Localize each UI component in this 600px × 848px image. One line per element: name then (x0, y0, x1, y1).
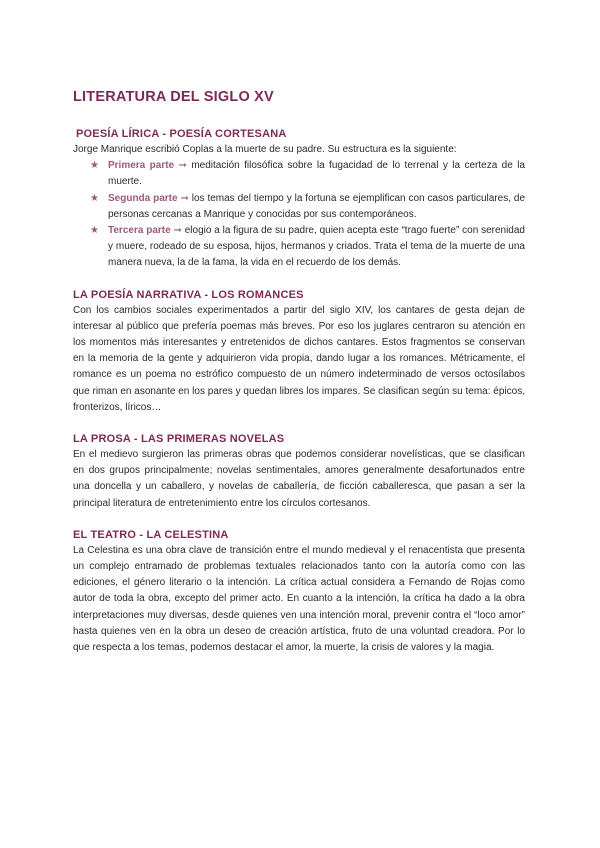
item-lead: Tercera parte (108, 225, 171, 237)
section-poesia-lirica (73, 127, 525, 272)
star-icon: ★ (90, 225, 99, 237)
item-text: meditación filosófica sobre la fugacidad de lo terrenal y la certeza de la muerte. (108, 160, 526, 188)
document-page (73, 88, 525, 672)
section-heading: LA PROSA - LAS PRIMERAS NOVELAS (73, 433, 285, 446)
section-intro: Jorge Manrique escribió Coplas a la muerte de su padre. Su estructura es la siguiente: (73, 144, 457, 155)
list-item (90, 191, 526, 223)
list-item (90, 223, 525, 272)
section-poesia-narrativa (73, 288, 525, 416)
structure-list (73, 158, 525, 271)
section-prosa (73, 432, 525, 512)
star-icon: ★ (90, 192, 99, 204)
section-teatro (73, 528, 525, 656)
item-text: los temas del tiempo y la fortuna se ejemplifican con casos particulares, de personas cercanas a Manrique y conocidas por sus contemporáneos. (108, 192, 526, 220)
section-body: La Celestina es una obra clave de transición entre el mundo medieval y el renacentista que presenta un complejo entramado de problemas textuales relacionados tanto con la autoría como con las ediciones, el género literario o la intención. La crítica actual considera a Fernando de Rojas como autor de toda la obra, excepto del primer acto. En cuanto a la intención, la crítica ha dado a la obra interpretaciones muy diversas, desde quienes ven una intención moral, prevenir contra el “loco amor” hasta quienes ven en la obra un deseo de creación artística, fruto de una voluntad creadora. Por lo que respecta a los temas, podemos destacar el amor, la muerte, la crisis de valores y la magia. (73, 544, 525, 654)
section-body: En el medievo surgieron las primeras obras que podemos considerar novelísticas, que se clasifican en dos grupos principalmente; novelas sentimentales, amores generalmente desafortunados entre una doncella y un caballero, y novelas de caballería, de ficción caballeresca, que pasan a ser la principal literatura de entretenimiento entre los círculos cortesanos. (73, 449, 525, 509)
section-body: Con los cambios sociales experimentados a partir del siglo XIV, los cantares de gesta dejan de interesar al público que prefería poemas más breves. Por eso los juglares centraron su atención en los momentos más interesantes y entretenidos de dichos cantares. Estos fragmentos se conservan en la memoria de la gente y adquirieron vida propia, dando lugar a los romances. Métricamente, el romance es un poema no estrófico compuesto de un número indeterminado de versos octosílabos que riman en asonante en los pares y quedan libres los impares. Se clasifican según su tema: épicos, fronterizos, líricos… (73, 304, 525, 413)
page-title: LITERATURA DEL SIGLO XV (73, 89, 274, 105)
section-heading: EL TEATRO - LA CELESTINA (73, 528, 229, 541)
arrow-icon: ➞ (180, 192, 189, 204)
section-heading: POESÍA LÍRICA - POESÍA CORTESANA (76, 128, 287, 140)
item-text: elogio a la figura de su padre, quien acepta este “trago fuerte” con serenidad y muere, rodeado de su esposa, hijos, hermanos y criados. Trata el tema de la muerte de una manera nueva, la de la fama, la vida en el recuerdo de los demás. (108, 225, 525, 269)
arrow-icon: ➞ (173, 225, 182, 237)
item-lead: Primera parte (108, 160, 175, 172)
section-heading: LA POESÍA NARRATIVA - LOS ROMANCES (73, 288, 304, 301)
item-lead: Segunda parte (108, 192, 178, 204)
star-icon: ★ (90, 160, 99, 172)
list-item (90, 158, 526, 190)
arrow-icon: ➞ (178, 160, 187, 172)
